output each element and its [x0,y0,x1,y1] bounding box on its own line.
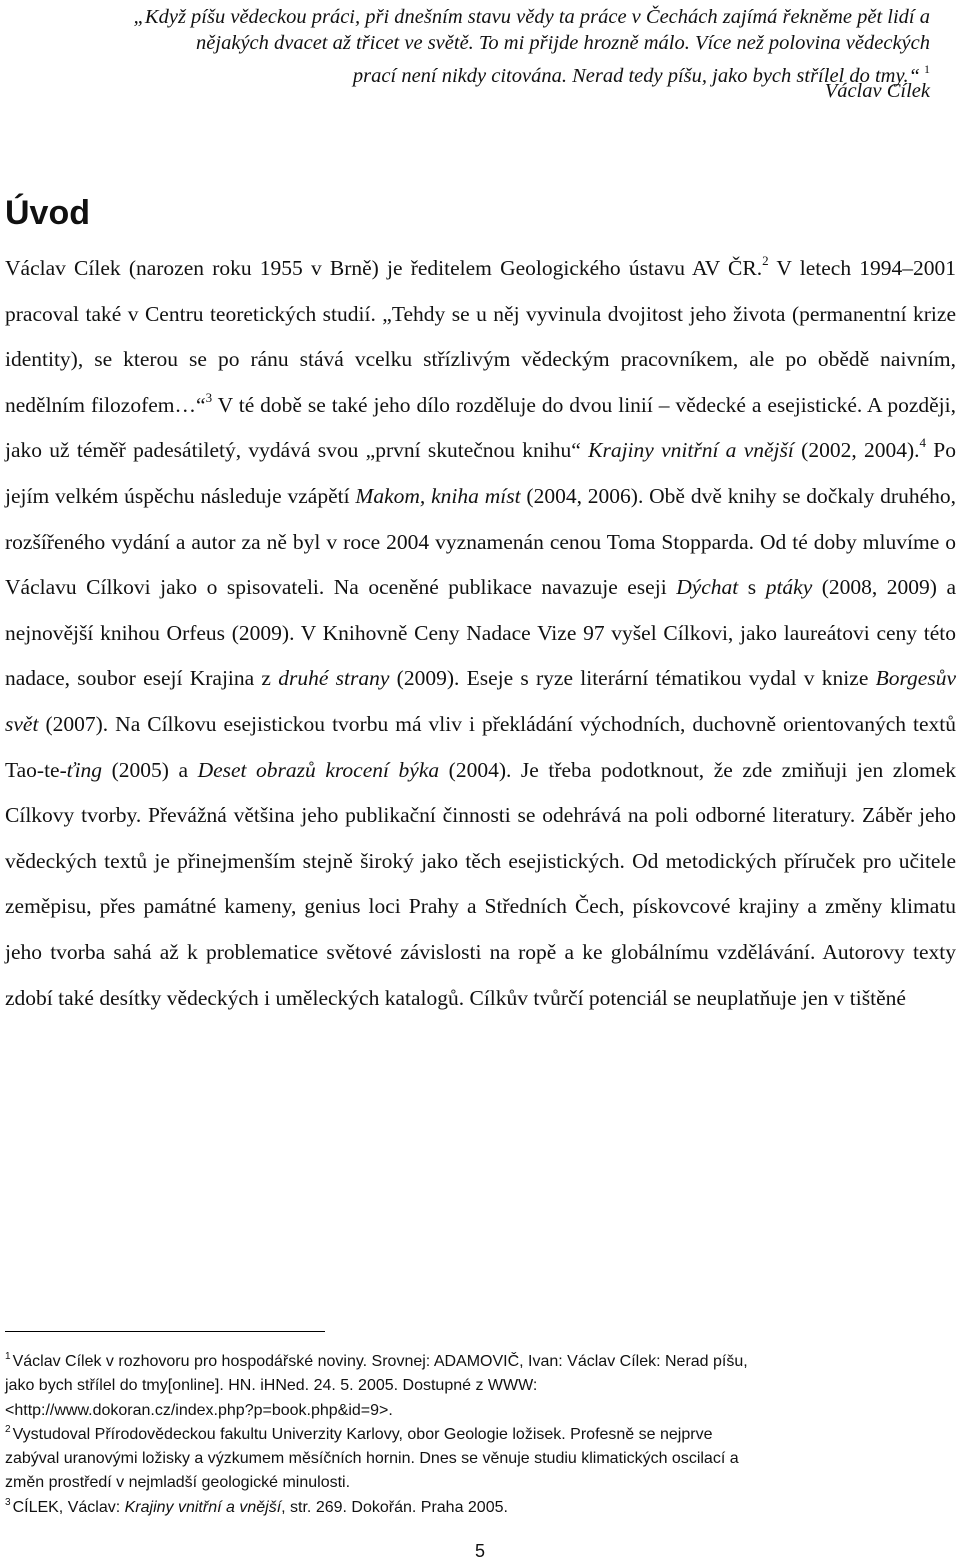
footnote-number: 3 [5,1496,11,1508]
footnote-ref-1[interactable]: 1 [924,62,930,76]
footnote-number: 1 [5,1351,11,1362]
body-text-segment: Václav Cílek (narozen roku 1955 v Brně) je ředitelem Geologického ústavu AV ČR. [5,256,763,280]
footnote-1 [5,1350,950,1374]
body-text-segment: (2009). Eseje s ryze literární tématikou vydal v knize [396,666,869,691]
body-text-segment: (2004, 2006). Obě dvě knihy se dočkaly druhého, rozšířeného vydání a autor za ně byl v roce 2004 vyznamenán cenou Toma Stopparda. Od té doby mluvíme o Václavu Cílkovi jako o spisovateli. Na oceněné publikace navazuje eseji [5,483,956,600]
footnote-book-title: Krajiny vnitřní a vnější [124,1498,282,1516]
epigraph-line: „Když píšu vědeckou práci, při dnešním stavu vědy ta práce v Čechách zajímá řekněme pět lidí a [133,6,930,28]
footnote-ref-2[interactable]: 2 [762,253,769,268]
footnote-2 [5,1423,950,1447]
footnote-text: Vystudoval Přírodovědeckou fakultu Univerzity Karlovy, obor Geologie ložisek. Profesně se nejprve [12,1425,713,1443]
body-text-segment: (2007). Na Cílkovu esejistickou tvorbu má vliv i překládání východních, duchovně orientovaných textů Tao-te- [5,711,956,782]
book-title: Makom, kniha míst [355,483,521,508]
footnote-ref-3[interactable]: 3 [205,389,213,405]
footnote-ref-4[interactable]: 4 [919,435,927,451]
footnote-2-cont: změn prostředí v nejmladší geologické minulosti. [5,1474,351,1492]
book-title: Deset obrazů krocení býka [197,757,440,782]
body-text-segment: (2004). Je třeba podotknout, že zde zmiňuji jen zlomek Cílkovy tvorby. Převážná většina jeho publikační činnosti se odehrává na poli odborné literatury. Záběr jeho vědeckých textů je přinejmenším stejně široký jako těch esejistických. Od metodických příruček pro učitele zeměpisu, přes památné kameny, genius loci Prahy a Středních Čech, pískovcové krajiny a změny klimatu jeho tvorba sahá až k problematice světové závislosti na ropě a ke globálnímu vzdělávání. Autorovy texty zdobí také desítky vědeckých i uměleckých katalogů. Cílkův tvůrčí potenciál se neuplatňuje jen v tištěné [5,757,957,1010]
footnote-2-cont: zabýval uranovými ložisky a výzkumem měsíčních hornin. Dnes se věnuje studiu klimatických oscilací a [5,1450,739,1468]
book-title: Borgesův svět [5,666,957,736]
footnote-text: Václav Cílek v rozhovoru pro hospodářské noviny. Srovnej: ADAMOVIČ, Ivan: Václav Cílek: Nerad píšu, [12,1353,748,1370]
footnote-1-link[interactable]: <http://www.dokoran.cz/index.php?p=book.php&id=9>. [5,1401,393,1419]
footnotes [5,1350,950,1520]
epigraph-author: Václav Cílek [824,80,930,102]
footnote-3 [5,1496,950,1520]
body-paragraph [5,246,956,1021]
epigraph-line: nějakých dvacet až třicet ve světě. To mi přijde hrozně málo. Více než polovina vědeckých [196,32,930,54]
book-title: druhé strany [278,666,390,691]
body-text-segment: V té době se také jeho dílo rozděluje do dvou linií – vědecké a esejistické. A později, jako už téměř padesátiletý, vydává svou „první skutečnou knihu“ [5,392,956,463]
body-text-segment: Po jejím velkém úspěchu následuje vzápětí [5,438,957,508]
epigraph-line-text: prací není nikdy citována. Nerad tedy píšu, jako bych střílel do tmy.“ [352,65,920,87]
epigraph-line [90,56,930,89]
footnote-number: 2 [5,1423,11,1435]
footnote-separator [5,1331,325,1332]
book-title: ptáky [765,575,813,600]
book-title: ťing [66,757,103,782]
body-text-segment: (2005) a [111,757,189,782]
epigraph-quote [90,4,930,89]
book-title: Krajiny vnitřní a vnější [588,438,794,463]
book-title: Dýchat [676,575,739,600]
body-text-segment: (2002, 2004). [801,438,920,463]
footnote-text: CÍLEK, Václav: [12,1498,121,1516]
footnote-1-cont: jako bych střílel do tmy[online]. HN. iHNed. 24. 5. 2005. Dostupné z WWW: [5,1377,538,1395]
section-title: Úvod [5,194,90,232]
body-text-segment: s [747,575,757,600]
body-text-segment: (2008, 2009) a nejnovější knihou Orfeus (2009). V Knihovně Ceny Nadace Vize 97 vyšel Cílkovi, jako laureátovi ceny této nadace, soubor esejí Krajina z [5,575,957,691]
footnote-text: , str. 269. Dokořán. Praha 2005. [281,1498,508,1516]
page-number: 5 [474,1541,485,1561]
body-text-segment: V letech 1994–2001 pracoval také v Centru teoretických studií. „Tehdy se u něj vyvinula dvojitost jeho života (permanentní krize identity), se kterou se po ránu stává vcelku střízlivým vědeckým pracovníkem, ale po obědě naivním, nedělním filozofem…“ [5,256,956,417]
